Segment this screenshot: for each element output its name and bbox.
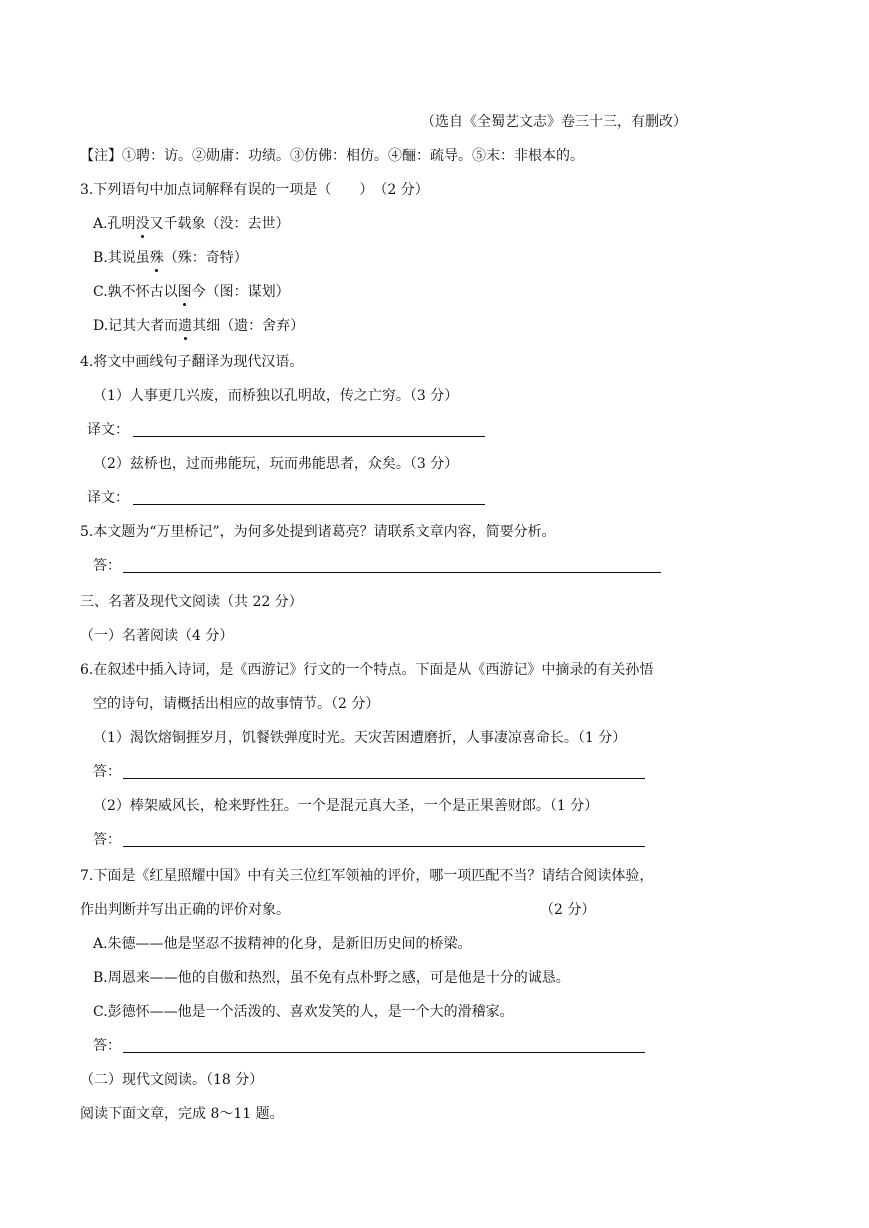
- question-3-option-c: C.孰不怀古以图今（图：谋划）: [93, 284, 290, 300]
- annotation-note: 【注】①聘：访。②勋庸：功绩。③仿佛：相仿。④酾：疏导。⑤末：非根本的。: [80, 148, 584, 164]
- emphasized-word: 图: [177, 284, 192, 300]
- question-7-line-1: 7.下面是《红星照耀中国》中有关三位红军领袖的评价，哪一项匹配不当？请结合阅读体验，: [80, 868, 654, 884]
- question-3-option-a: A.孔明没又千载象（没：去世）: [93, 216, 290, 232]
- question-3-option-b: B.其说虽殊（殊：奇特）: [93, 250, 248, 266]
- translation-label-2: 译文：: [87, 490, 129, 506]
- answer-line-q6-2[interactable]: [123, 846, 645, 847]
- answer-label-q5: 答：: [93, 558, 121, 574]
- question-7-option-a: A.朱德——他是坚忍不拔精神的化身，是新旧历史间的桥梁。: [93, 936, 472, 952]
- part-1-heading: （一）名著阅读（4 分）: [80, 628, 234, 644]
- emphasized-word: 殊: [149, 250, 164, 266]
- question-7-line-2: 作出判断并写出正确的评价对象。: [80, 902, 290, 918]
- question-6-sub-1: （1）渴饮熔铜捱岁月，饥餐铁弹度时光。天灾苦困遭磨折，人事凄凉喜命长。（1 分）: [93, 730, 627, 746]
- source-citation: （选自《全蜀艺文志》卷三十三，有删改）: [421, 114, 687, 130]
- answer-label-q7: 答：: [93, 1038, 121, 1054]
- answer-label-q6-1: 答：: [93, 764, 121, 780]
- question-6-line-2: 空的诗句，请概括出相应的故事情节。（2 分）: [93, 696, 380, 712]
- question-6-line-1: 6.在叙述中插入诗词，是《西游记》行文的一个特点。下面是从《西游记》中摘录的有关孙悟: [80, 662, 654, 678]
- question-3-option-d: D.记其大者而遗其细（遗：舍弃）: [93, 318, 305, 334]
- part-2-heading: （二）现代文阅读。（18 分）: [80, 1072, 264, 1088]
- question-5-stem: 5.本文题为“万里桥记”，为何多处提到诸葛亮？请联系文章内容，简要分析。: [80, 524, 556, 540]
- translation-label-1: 译文：: [87, 422, 129, 438]
- section-3-heading: 三、名著及现代文阅读（共 22 分）: [80, 594, 303, 610]
- question-7-score: （2 分）: [540, 902, 596, 918]
- answer-label-q6-2: 答：: [93, 832, 121, 848]
- question-7-option-c: C.彭德怀——他是一个活泼的、喜欢发笑的人，是一个大的滑稽家。: [93, 1004, 514, 1020]
- translation-answer-line-1[interactable]: [133, 436, 485, 437]
- emphasized-word: 没: [135, 216, 150, 232]
- question-4-sentence-2: （2）兹桥也，过而弗能玩，玩而弗能思者，众矣。（3 分）: [93, 456, 459, 472]
- reading-intro: 阅读下面文章，完成 8～11 题。: [80, 1106, 284, 1122]
- answer-line-q7[interactable]: [123, 1052, 645, 1053]
- translation-answer-line-2[interactable]: [133, 504, 485, 505]
- question-3-stem: 3.下列语句中加点词解释有误的一项是（ ） （2 分）: [80, 182, 429, 198]
- emphasized-word: 遗: [178, 318, 193, 334]
- answer-line-q6-1[interactable]: [123, 778, 645, 779]
- question-4-stem: 4.将文中画线句子翻译为现代汉语。: [80, 354, 304, 370]
- question-4-sentence-1: （1）人事更几兴废，而桥独以孔明故，传之亡穷。（3 分）: [93, 388, 459, 404]
- question-6-sub-2: （2）棒架威风长，枪来野性狂。一个是混元真大圣，一个是正果善财郎。（1 分）: [93, 798, 599, 814]
- answer-line-q5[interactable]: [123, 572, 661, 573]
- question-7-option-b: B.周恩来——他的自傲和热烈，虽不免有点朴野之感，可是他是十分的诚恳。: [93, 970, 570, 986]
